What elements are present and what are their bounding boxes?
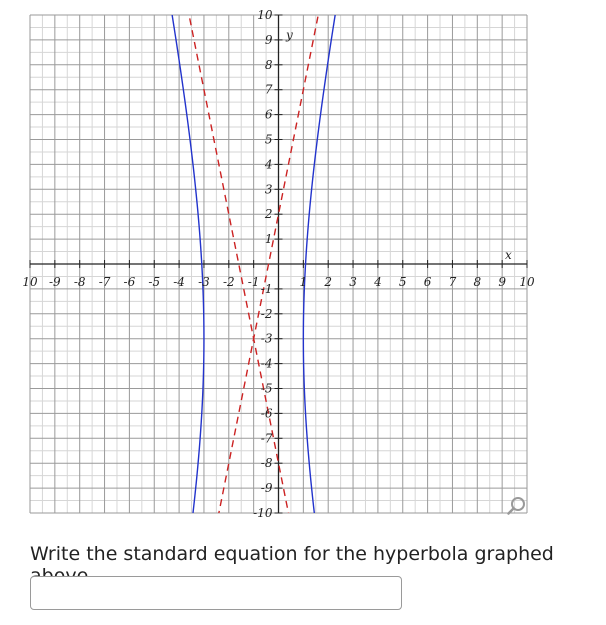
x-tick-label: -7 bbox=[98, 275, 111, 289]
x-tick-label: -9 bbox=[48, 275, 61, 289]
y-tick-label: 5 bbox=[264, 132, 273, 147]
x-tick-label: -3 bbox=[198, 275, 210, 289]
x-axis-label: x bbox=[505, 248, 512, 262]
x-tick-label: 1 bbox=[299, 275, 308, 289]
y-tick-label: -9 bbox=[260, 481, 273, 496]
y-tick-label: 1 bbox=[264, 232, 273, 247]
y-tick-label: -8 bbox=[260, 456, 273, 471]
x-tick-label: 6 bbox=[423, 275, 432, 289]
x-tick-label: -2 bbox=[222, 275, 235, 289]
y-tick-label: 10 bbox=[257, 8, 273, 22]
y-tick-label: 2 bbox=[264, 207, 273, 222]
x-tick-label: 10 bbox=[519, 275, 535, 289]
y-tick-label: -7 bbox=[260, 431, 273, 446]
magnifier-icon[interactable] bbox=[506, 495, 528, 517]
y-tick-label: -6 bbox=[260, 406, 273, 421]
y-tick-label: -3 bbox=[260, 331, 273, 346]
x-tick-label: 10 bbox=[22, 275, 38, 289]
x-tick-label: -1 bbox=[247, 275, 260, 289]
y-tick-label: 6 bbox=[264, 107, 273, 122]
y-axis-label: y bbox=[286, 28, 293, 42]
question-text: Write the standard equation for the hyperbola graphed bbox=[30, 543, 554, 565]
y-tick-label: -2 bbox=[260, 306, 273, 321]
magnifier-handle bbox=[509, 509, 514, 514]
x-tick-label: 7 bbox=[448, 275, 457, 289]
x-tick-label: 9 bbox=[498, 275, 506, 289]
x-tick-label: -6 bbox=[123, 275, 136, 289]
x-tick-label: 3 bbox=[349, 275, 357, 289]
x-tick-label: -5 bbox=[148, 275, 161, 289]
y-tick-label: -10 bbox=[253, 506, 273, 520]
y-tick-label: 9 bbox=[264, 32, 273, 47]
x-tick-label: -8 bbox=[73, 275, 86, 289]
x-tick-label: 8 bbox=[473, 275, 482, 289]
x-tick-label: 2 bbox=[324, 275, 333, 289]
y-tick-label: -1 bbox=[260, 281, 273, 296]
y-tick-label: 8 bbox=[264, 57, 273, 72]
y-tick-label: 4 bbox=[264, 157, 273, 172]
x-tick-label: 4 bbox=[374, 275, 382, 289]
y-tick-label: -4 bbox=[260, 356, 273, 371]
y-tick-label: 7 bbox=[264, 82, 273, 97]
answer-input[interactable] bbox=[30, 576, 402, 610]
x-tick-label: 5 bbox=[398, 275, 407, 289]
y-tick-label: -5 bbox=[260, 381, 273, 396]
x-tick-label: -4 bbox=[173, 275, 185, 289]
y-tick-label: 3 bbox=[264, 182, 273, 197]
